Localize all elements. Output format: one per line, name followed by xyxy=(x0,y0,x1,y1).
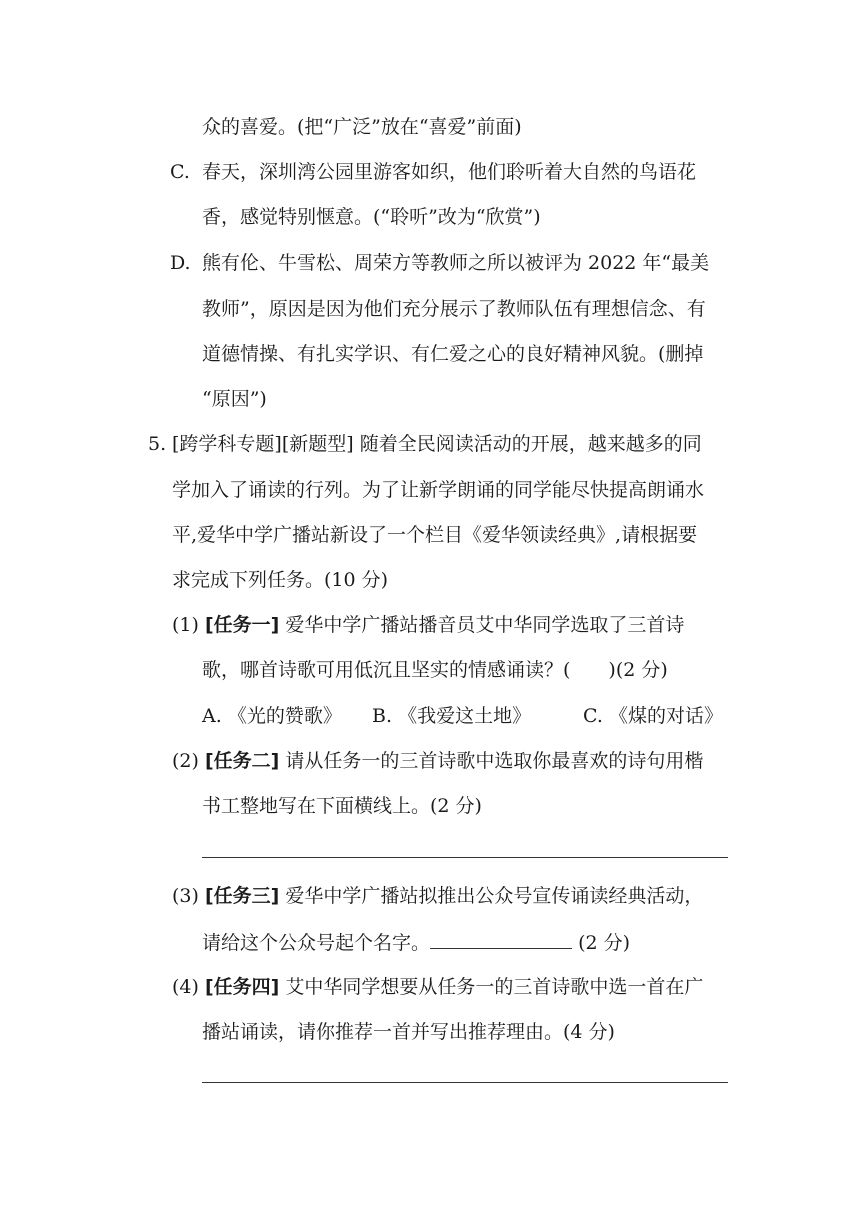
option-c-text-line2: 香，感觉特别惬意。(“聆听”改为“欣赏”) xyxy=(202,206,541,228)
task-2-answer-line[interactable] xyxy=(202,857,728,858)
task-4-text: 艾中华同学想要从任务一的三首诗歌中选一首在广 xyxy=(285,976,704,998)
task-1-question: 歌，哪首诗歌可用低沉且坚实的情感诵读？( xyxy=(202,659,571,681)
task-3-score: (2 分) xyxy=(578,932,631,954)
name-answer-blank[interactable] xyxy=(430,932,572,949)
question-5-line2: 学加入了诵读的行列。为了让新学朗诵的同学能尽快提高朗诵水 xyxy=(172,479,705,501)
task-4-line1 xyxy=(172,978,703,997)
option-c-text-line1: 春天，深圳湾公园里游客如织，他们聆听着大自然的鸟语花 xyxy=(202,161,697,183)
option-c-text: 《煤的对话》 xyxy=(608,705,723,727)
task-3-line1 xyxy=(172,887,703,906)
task-4-answer-line[interactable] xyxy=(202,1082,728,1083)
question-5-line3: 平,爱华中学广播站新设了一个栏目《爱华领读经典》,请根据要 xyxy=(172,524,698,546)
task-4-number: (4) xyxy=(172,976,199,998)
task-1-score: )(2 分) xyxy=(608,659,668,681)
task-4-line2: 播站诵读，请你推荐一首并写出推荐理由。(4 分) xyxy=(202,1021,615,1043)
task-2-line1 xyxy=(172,752,703,771)
option-d-text-line3: 道德情操、有扎实学识、有仁爱之心的良好精神风貌。(删掉 xyxy=(202,343,704,365)
task-1-option-c xyxy=(583,707,723,726)
option-b-text: 《我爱这土地》 xyxy=(398,705,532,727)
task-2-text: 请从任务一的三首诗歌中选取你最喜欢的诗句用楷 xyxy=(285,750,704,772)
option-d-text-line2: 教师”，原因是因为他们充分展示了教师队伍有理想信念、有 xyxy=(202,298,706,320)
option-c-label: C. xyxy=(583,705,603,727)
option-b-label: B. xyxy=(372,705,393,727)
option-b-continuation: 众的喜爱。(把“广泛”放在“喜爱”前面) xyxy=(202,116,522,138)
task-2-tag: [任务二] xyxy=(204,750,280,772)
task-1-number: (1) xyxy=(172,614,199,636)
task-1-line1 xyxy=(172,616,684,635)
task-3-tag: [任务三] xyxy=(204,885,280,907)
task-2-number: (2) xyxy=(172,750,199,772)
option-c-label: C. xyxy=(170,161,190,183)
task-1-tag: [任务一] xyxy=(204,614,280,636)
question-5-line4: 求完成下列任务。(10 分) xyxy=(172,569,389,591)
task-1-option-b xyxy=(372,707,531,726)
option-d-text-line4: “原因”) xyxy=(202,388,267,410)
task-3-line2 xyxy=(202,932,630,953)
question-5-number: 5. xyxy=(148,433,167,455)
option-a-text: 《光的赞歌》 xyxy=(227,705,342,727)
task-3-text: 爱华中学广播站拟推出公众号宣传诵读经典活动， xyxy=(285,885,704,907)
task-1-text: 爱华中学广播站播音员艾中华同学选取了三首诗 xyxy=(285,614,685,636)
task-3-number: (3) xyxy=(172,885,199,907)
option-d-label: D. xyxy=(170,252,191,274)
task-1-option-a xyxy=(202,707,342,726)
task-2-line2: 书工整地写在下面横线上。(2 分) xyxy=(202,795,482,817)
task-4-tag: [任务四] xyxy=(204,976,280,998)
option-a-label: A. xyxy=(202,705,222,727)
question-5-line1: [跨学科专题][新题型] 随着全民阅读活动的开展，越来越多的同 xyxy=(172,433,702,455)
task-1-line2 xyxy=(202,661,668,680)
option-d-text-line1: 熊有伦、牛雪松、周荣方等教师之所以被评为 2022 年“最美 xyxy=(202,252,710,274)
task-3-question: 请给这个公众号起个名字。 xyxy=(202,932,431,954)
